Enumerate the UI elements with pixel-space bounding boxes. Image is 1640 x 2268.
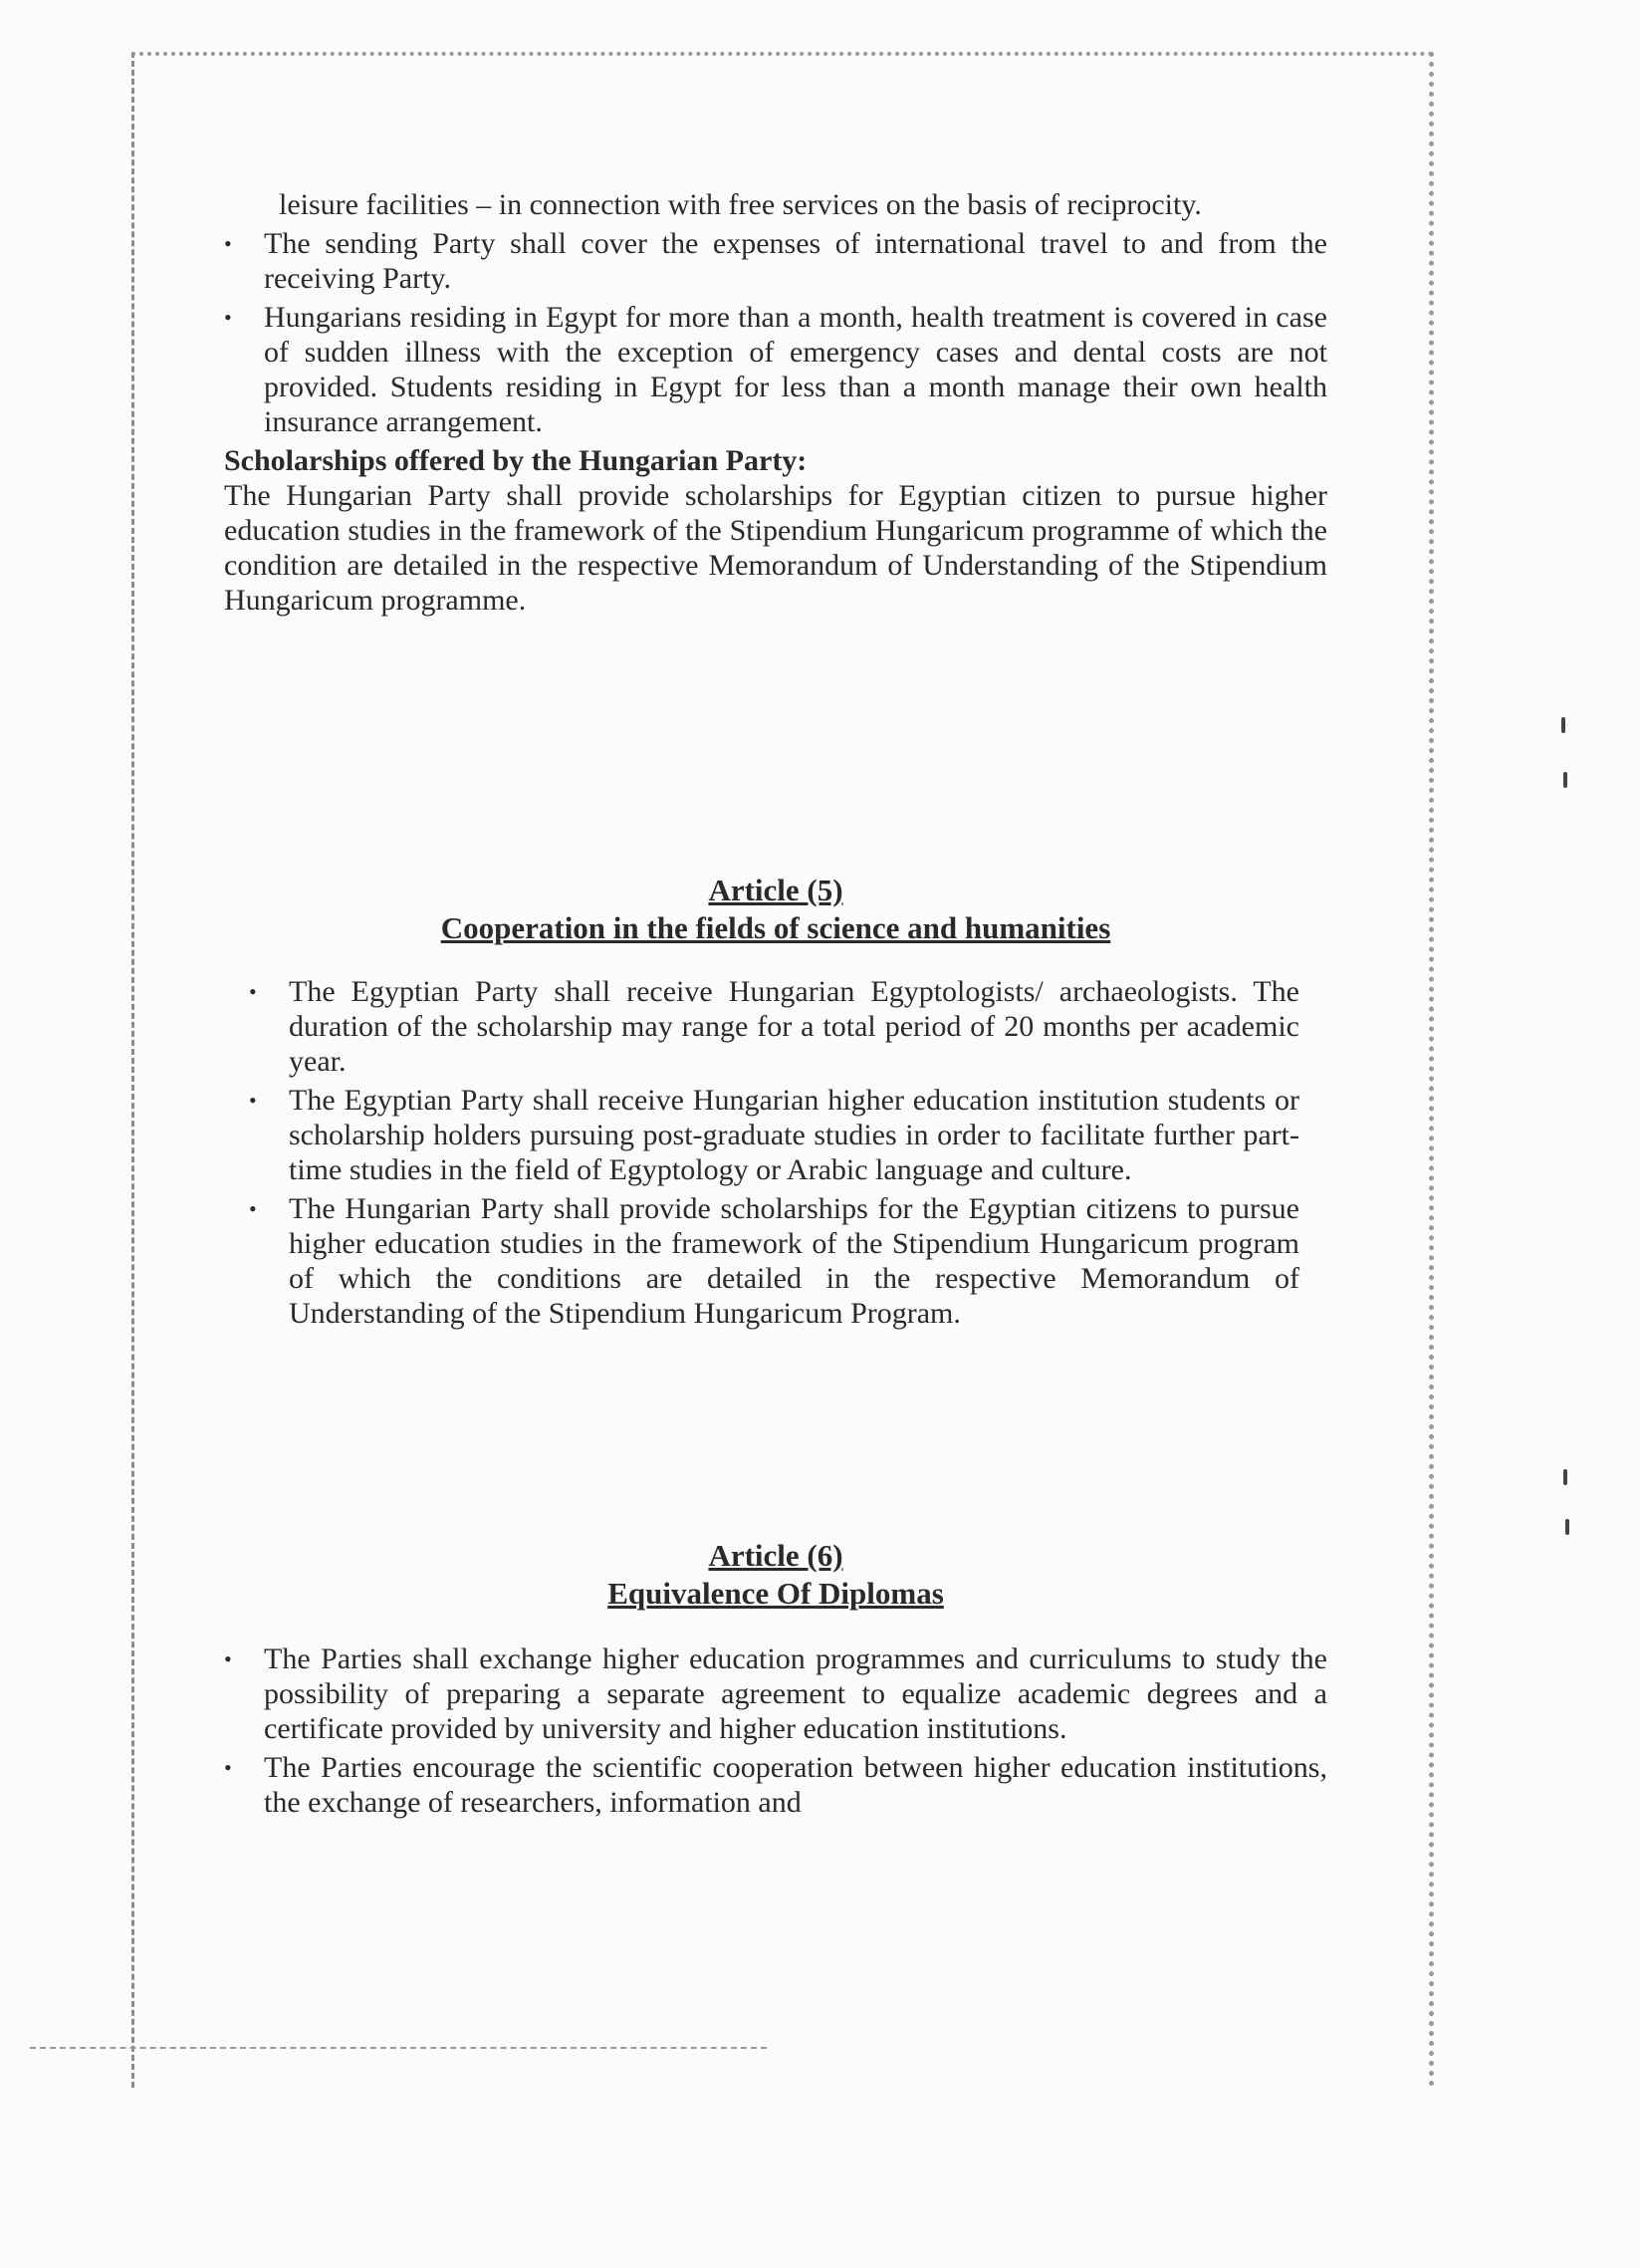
list-item-text: The Egyptian Party shall receive Hungarian Egyptologists/ archaeologists. The duration of the scholarship may range for a total period of 20 months per academic year.: [289, 975, 1299, 1078]
scholarships-heading: Scholarships offered by the Hungarian Party:: [224, 444, 808, 477]
article5-body: [249, 974, 1299, 1335]
bullet-icon: •: [249, 1088, 257, 1113]
bullet-icon: •: [224, 305, 232, 330]
bullet-icon: •: [224, 231, 232, 256]
article5-heading: [224, 872, 1327, 947]
bullet-icon: •: [249, 979, 257, 1004]
list-item: [224, 1641, 1327, 1746]
list-item-text: The sending Party shall cover the expenses of international travel to and from the receiving Party.: [264, 227, 1327, 295]
article6-body: [224, 1641, 1327, 1824]
scan-edge-line: [30, 2047, 767, 2049]
article6-bullets: [224, 1641, 1327, 1820]
list-item: [249, 1083, 1299, 1187]
bullet-icon: •: [249, 1196, 257, 1221]
list-item-text: Hungarians residing in Egypt for more than a month, health treatment is covered in case of sudden illness with the exception of emergency cases and dental costs are not provided. Students residing in Egypt for less than a month manage their own health insurance arrangement.: [264, 301, 1327, 438]
article5-bullets: [249, 974, 1299, 1331]
bullet-icon: •: [224, 1755, 232, 1780]
scan-mark: [1565, 1519, 1569, 1535]
article6-heading: [224, 1537, 1327, 1613]
list-item: [224, 1750, 1327, 1820]
list-item: [224, 300, 1327, 439]
list-item-text: The Egyptian Party shall receive Hungarian higher education institution students or scholarship holders pursuing post-graduate studies in order to facilitate further part-time studies in the field of Egyptology or Arabic language and culture.: [289, 1084, 1299, 1186]
list-item-text: The Parties encourage the scientific cooperation between higher education institutions, the exchange of researchers, information and: [264, 1751, 1327, 1819]
scholarships-text: The Hungarian Party shall provide scholarships for Egyptian citizen to pursue higher education studies in the framework of the Stipendium Hungaricum programme of which the condition are detailed in the respective Memorandum of Understanding of the Stipendium Hungaricum programme.: [224, 479, 1327, 617]
article5-number: Article (5): [708, 873, 843, 907]
scan-mark: [1561, 717, 1565, 733]
continuation-text: leisure facilities – in connection with free services on the basis of reciprocity.: [279, 188, 1202, 221]
list-item: [249, 1191, 1299, 1331]
scan-mark: [1563, 772, 1567, 788]
bullet-icon: •: [224, 1646, 232, 1671]
article6-number: Article (6): [708, 1538, 843, 1573]
article6-title: Equivalence Of Diplomas: [607, 1576, 944, 1611]
list-item: [249, 974, 1299, 1079]
top-section: [224, 187, 1327, 618]
top-bullets: [224, 226, 1327, 439]
list-item-text: The Hungarian Party shall provide scholarships for the Egyptian citizens to pursue higher education studies in the framework of the Stipendium Hungaricum program of which the conditions are detailed in the respective Memorandum of Understanding of the Stipendium Hungaricum Program.: [289, 1192, 1299, 1330]
list-item: [224, 226, 1327, 296]
list-item-text: The Parties shall exchange higher education programmes and curriculums to study the possibility of preparing a separate agreement to equalize academic degrees and a certificate provided by university and higher education institutions.: [264, 1642, 1327, 1745]
scan-mark: [1563, 1469, 1567, 1485]
article5-title: Cooperation in the fields of science and humanities: [440, 910, 1111, 945]
